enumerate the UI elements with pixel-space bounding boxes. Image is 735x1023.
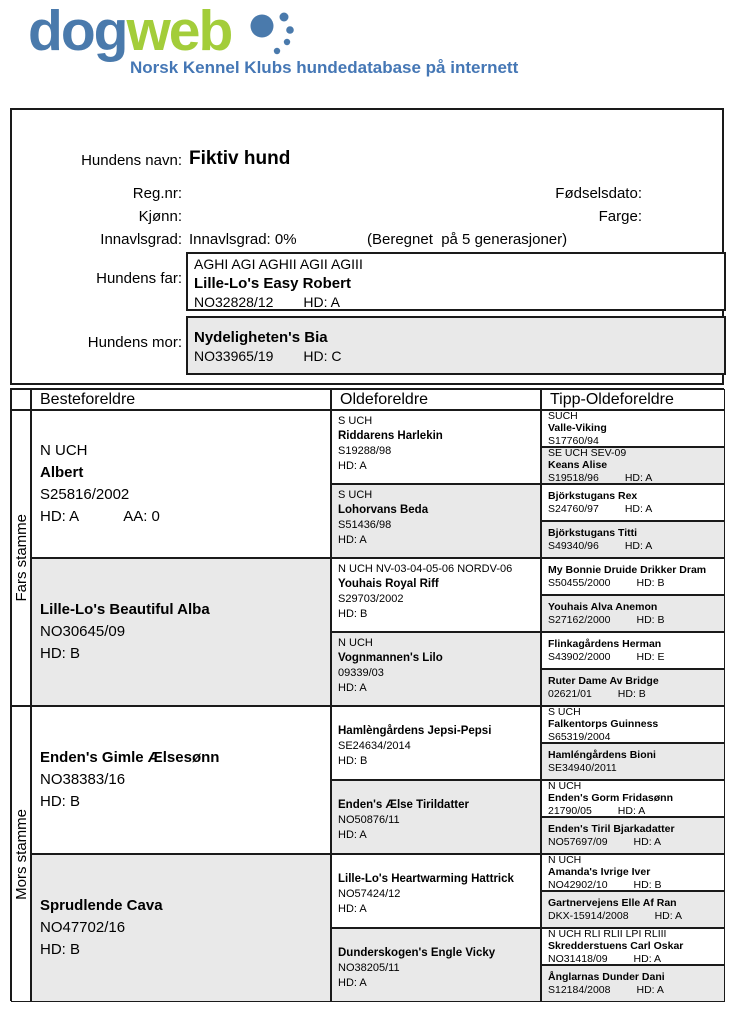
great-great-grandparent-cell: S UCH Falkentorps Guinness S65319/2004 bbox=[541, 706, 725, 743]
great-great-grandparent-name[interactable]: Flinkagårdens Herman bbox=[548, 638, 662, 650]
grandparent-cell: Lille-Lo's Beautiful Alba NO30645/09 HD: B bbox=[31, 558, 331, 706]
great-grandparent-name[interactable]: Lille-Lo's Heartwarming Hattrick bbox=[338, 873, 514, 885]
great-great-grandparent-name[interactable]: Enden's Tiril Bjarkadatter bbox=[548, 823, 675, 835]
great-grandparent-name[interactable]: Lohorvans Beda bbox=[338, 504, 429, 516]
great-grandparent-cell: Enden's Ælse Tirildatter NO50876/11 HD: A bbox=[331, 780, 541, 854]
great-great-grandparent-cell: Enden's Tiril Bjarkadatter NO57697/09 HD: A bbox=[541, 817, 725, 854]
great-great-grandparent-cell: Youhais Alva Anemon S27162/2000 HD: B bbox=[541, 595, 725, 632]
great-grandparent-cell: N UCH Vognmannen's Lilo 09339/03 HD: A bbox=[331, 632, 541, 706]
great-grandparent-cell: N UCH NV-03-04-05-06 NORDV-06 Youhais Royal Riff S29703/2002 HD: B bbox=[331, 558, 541, 632]
mother-regnr: NO33965/19 bbox=[194, 348, 274, 364]
grandparent-cell: N UCH Albert S25816/2002 HD: A AA: 0 bbox=[31, 410, 331, 558]
great-great-grandparent-cell: Ruter Dame Av Bridge 02621/01 HD: B bbox=[541, 669, 725, 706]
dog-name-label: Hundens navn: bbox=[81, 152, 182, 169]
great-great-grandparent-name[interactable]: Hamléngårdens Bioni bbox=[548, 749, 656, 761]
logo-text-web: web bbox=[126, 0, 232, 63]
header-spacer-cell bbox=[11, 389, 31, 410]
great-great-grandparent-name[interactable]: Björkstugans Rex bbox=[548, 490, 638, 502]
great-great-grandparent-cell: Björkstugans Titti S49340/96 HD: A bbox=[541, 521, 725, 558]
inbreeding-label: Innavlsgrad: bbox=[100, 231, 182, 248]
great-grandparent-name[interactable]: Enden's Ælse Tirildatter bbox=[338, 799, 469, 811]
great-great-grandparent-name[interactable]: Björkstugans Titti bbox=[548, 527, 638, 539]
great-great-grandparent-name[interactable]: Gartnervejens Elle Af Ran bbox=[548, 897, 677, 909]
great-grandparent-name[interactable]: Hamlèngårdens Jepsi-Pepsi bbox=[338, 725, 492, 737]
great-great-grandparent-cell: Ånglarnas Dunder Dani S12184/2008 HD: A bbox=[541, 965, 725, 1002]
great-great-grandparent-cell: Flinkagårdens Herman S43902/2000 HD: E bbox=[541, 632, 725, 669]
father-box bbox=[186, 252, 726, 311]
father-name[interactable]: Lille-Lo's Easy Robert bbox=[194, 275, 351, 292]
fars-stamme-label: Fars stamme bbox=[11, 410, 31, 706]
great-grandparent-cell: Lille-Lo's Heartwarming Hattrick NO57424/12 HD: A bbox=[331, 854, 541, 928]
great-great-grandparent-name[interactable]: Keans Alise bbox=[548, 459, 608, 472]
great-great-grandparent-cell: Gartnervejens Elle Af Ran DKX-15914/2008 HD: A bbox=[541, 891, 725, 928]
great-great-grandparent-name[interactable]: Youhais Alva Anemon bbox=[548, 601, 658, 613]
grandparent-cell: Enden's Gimle Ælsesønn NO38383/16 HD: B bbox=[31, 706, 331, 854]
great-grandparent-cell: S UCH Lohorvans Beda S51436/98 HD: A bbox=[331, 484, 541, 558]
logo-text-dog: dog bbox=[28, 0, 127, 63]
great-grandparent-name[interactable]: Vognmannen's Lilo bbox=[338, 652, 443, 664]
color-label: Farge: bbox=[598, 208, 642, 225]
great-great-grandparent-cell: N UCH Amanda's Ivrige Iver NO42902/10 HD: B bbox=[541, 854, 725, 891]
dog-info-box bbox=[10, 108, 724, 385]
father-label: Hundens far: bbox=[96, 270, 182, 287]
inbreeding-value: Innavlsgrad: 0% bbox=[189, 231, 297, 248]
father-regnr: NO32828/12 bbox=[194, 294, 274, 310]
header-oldeforeldre: Oldeforeldre bbox=[331, 389, 541, 410]
mother-label: Hundens mor: bbox=[87, 334, 182, 351]
header-besteforeldre: Besteforeldre bbox=[31, 389, 331, 410]
great-great-grandparent-cell: N UCH RLI RLII LPI RLIII Skredderstuens Carl Oskar NO31418/09 HD: A bbox=[541, 928, 725, 965]
great-great-grandparent-cell: My Bonnie Druide Drikker Dram S50455/2000 HD: B bbox=[541, 558, 725, 595]
mother-hd: HD: C bbox=[303, 348, 342, 364]
site-subtitle: Norsk Kennel Klubs hundedatabase på internett bbox=[130, 58, 519, 77]
great-great-grandparent-cell: Hamléngårdens Bioni SE34940/2011 bbox=[541, 743, 725, 780]
inbreeding-note: (Beregnet på 5 generasjoner) bbox=[367, 231, 568, 248]
mother-box bbox=[186, 316, 726, 375]
mors-stamme-label: Mors stamme bbox=[11, 706, 31, 1002]
great-grandparent-cell: Hamlèngårdens Jepsi-Pepsi SE24634/2014 HD: B bbox=[331, 706, 541, 780]
great-grandparent-name[interactable]: Youhais Royal Riff bbox=[338, 578, 439, 590]
grandparent-name[interactable]: Albert bbox=[40, 464, 84, 481]
great-grandparent-cell: S UCH Riddarens Harlekin S19288/98 HD: A bbox=[331, 410, 541, 484]
dog-name-value: Fiktiv hund bbox=[189, 148, 291, 169]
great-great-grandparent-name[interactable]: Valle-Viking bbox=[548, 422, 607, 435]
great-great-grandparent-cell: SE UCH SEV-09 Keans Alise S19518/96 HD: A bbox=[541, 447, 725, 484]
great-great-grandparent-name[interactable]: Falkentorps Guinness bbox=[548, 718, 659, 731]
grandparent-cell: Sprudlende Cava NO47702/16 HD: B bbox=[31, 854, 331, 1002]
great-great-grandparent-name[interactable]: Enden's Gorm Fridasønn bbox=[548, 792, 674, 805]
great-great-grandparent-name[interactable]: My Bonnie Druide Drikker Dram bbox=[548, 564, 707, 576]
great-great-grandparent-name[interactable]: Ånglarnas Dunder Dani bbox=[548, 971, 665, 983]
great-grandparent-cell: Dunderskogen's Engle Vicky NO38205/11 HD: A bbox=[331, 928, 541, 1002]
great-great-grandparent-cell: N UCH Enden's Gorm Fridasønn 21790/05 HD: A bbox=[541, 780, 725, 817]
great-great-grandparent-name[interactable]: Skredderstuens Carl Oskar bbox=[548, 940, 684, 953]
great-grandparent-name[interactable]: Dunderskogen's Engle Vicky bbox=[338, 947, 496, 959]
regnr-label: Reg.nr: bbox=[132, 185, 182, 202]
birthdate-label: Fødselsdato: bbox=[555, 185, 642, 202]
mother-name[interactable]: Nydeligheten's Bia bbox=[194, 329, 328, 346]
grandparent-name[interactable]: Enden's Gimle Ælsesønn bbox=[40, 749, 220, 766]
great-great-grandparent-name[interactable]: Ruter Dame Av Bridge bbox=[548, 675, 659, 687]
great-great-grandparent-name[interactable]: Amanda's Ivrige Iver bbox=[548, 866, 651, 879]
great-great-grandparent-cell: Björkstugans Rex S24760/97 HD: A bbox=[541, 484, 725, 521]
pedigree-table bbox=[10, 388, 724, 1001]
header-tipp-oldeforeldre: Tipp-Oldeforeldre bbox=[541, 389, 725, 410]
great-grandparent-name[interactable]: Riddarens Harlekin bbox=[338, 430, 443, 442]
great-great-grandparent-cell: SUCH Valle-Viking S17760/94 bbox=[541, 410, 725, 447]
sex-label: Kjønn: bbox=[138, 208, 182, 225]
grandparent-name[interactable]: Lille-Lo's Beautiful Alba bbox=[40, 601, 210, 618]
dogweb-logo[interactable] bbox=[28, 0, 232, 63]
father-hd: HD: A bbox=[303, 294, 340, 310]
father-titles: AGHI AGI AGHII AGII AGIII bbox=[194, 256, 363, 272]
grandparent-name[interactable]: Sprudlende Cava bbox=[40, 897, 163, 914]
